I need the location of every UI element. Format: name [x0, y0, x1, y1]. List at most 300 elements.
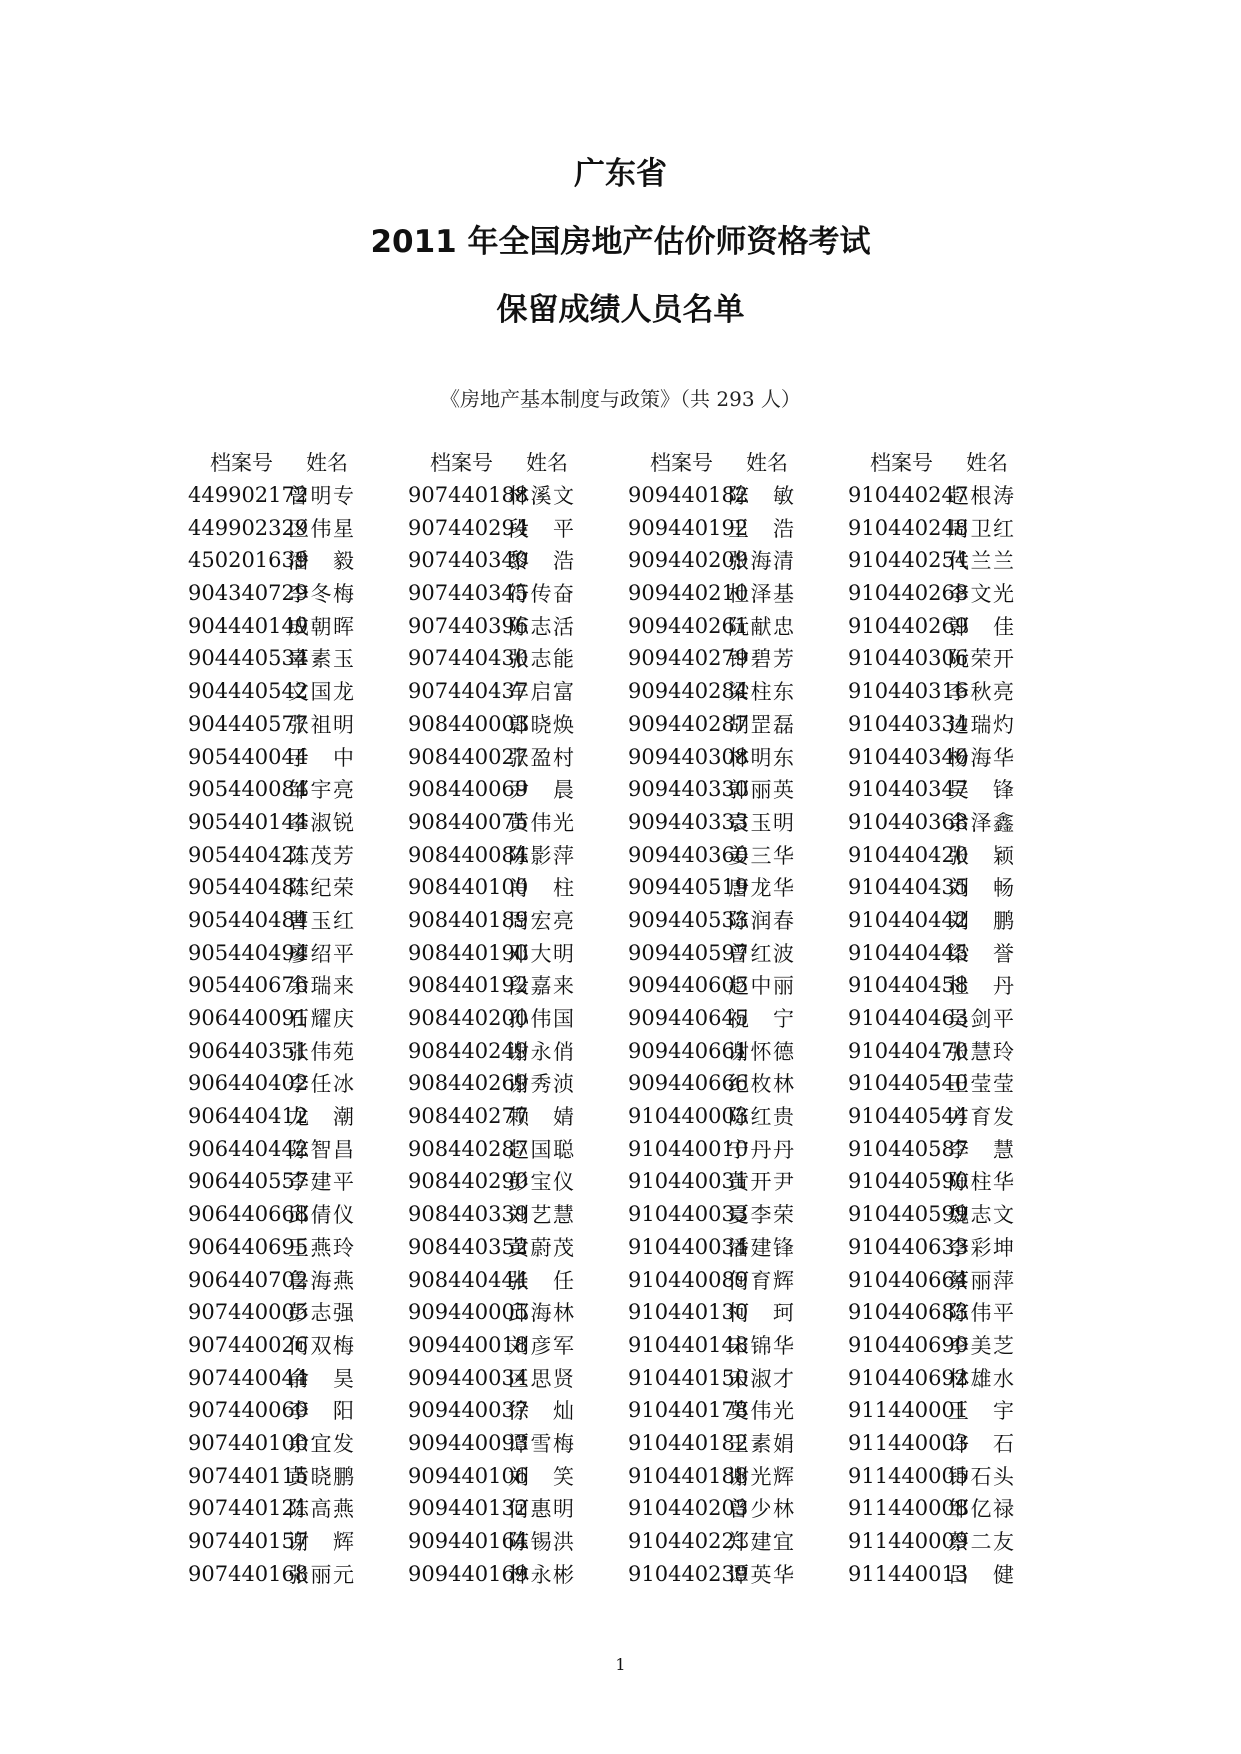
person-name-cell	[728, 1363, 798, 1393]
record-id: 909440106	[408, 1463, 529, 1488]
person-name-cell	[288, 513, 358, 543]
table-row	[188, 511, 1068, 544]
record-id: 905440484	[188, 907, 309, 932]
person-name-cell	[288, 1068, 358, 1098]
record-id: 909440132	[408, 1496, 529, 1521]
person-name: 姜三华	[728, 843, 794, 868]
person-name-cell	[508, 840, 578, 870]
table-row	[188, 936, 1068, 969]
person-name: 孙伟国	[508, 1007, 574, 1032]
person-name-cell	[508, 1559, 578, 1589]
person-name: 袁玉明	[728, 810, 794, 835]
person-name-cell	[728, 676, 798, 706]
person-name-cell	[728, 578, 798, 608]
record-id: 908440290	[408, 1169, 529, 1194]
person-name: 王素娟	[728, 1431, 794, 1456]
person-name: 李冬梅	[288, 582, 354, 607]
person-name-cell	[728, 1036, 798, 1066]
person-name-cell	[948, 1526, 1018, 1556]
person-name: 曹玉红	[288, 908, 354, 933]
record-id: 907440115	[188, 1463, 309, 1488]
person-name-cell	[728, 1232, 798, 1262]
person-name: 陈影萍	[508, 843, 574, 868]
record-id: 906440702	[188, 1267, 309, 1292]
person-name: 邱海林	[508, 1301, 574, 1326]
person-name: 唐龙华	[728, 876, 794, 901]
record-id: 907440026	[188, 1332, 309, 1357]
person-name-cell	[948, 774, 1018, 804]
person-name: 陈锡洪	[508, 1530, 574, 1555]
record-id: 909440018	[408, 1332, 529, 1357]
record-id: 907440005	[188, 1300, 309, 1325]
record-id: 911440001	[848, 1398, 969, 1423]
record-id: 904340729	[188, 581, 309, 606]
record-id: 910440690	[848, 1332, 969, 1357]
person-name-cell	[288, 872, 358, 902]
person-name-cell	[508, 742, 578, 772]
person-name-cell	[508, 480, 578, 510]
person-name-cell	[948, 872, 1018, 902]
record-id: 909440005	[408, 1300, 529, 1325]
record-id: 908440352	[408, 1234, 529, 1259]
person-name-cell	[288, 1559, 358, 1589]
table-row	[188, 1394, 1068, 1427]
person-name: 张伟苑	[288, 1039, 354, 1064]
table-row	[188, 1002, 1068, 1035]
table-row	[188, 1067, 1068, 1100]
person-name-cell	[728, 611, 798, 641]
person-name-cell	[948, 1166, 1018, 1196]
table-row	[188, 675, 1068, 708]
person-name: 郭晓焕	[508, 712, 574, 737]
record-id: 910440599	[848, 1202, 969, 1227]
record-id: 449902172	[188, 483, 309, 508]
record-id: 910440347	[848, 777, 969, 802]
record-id: 908440192	[408, 973, 529, 998]
record-id: 910440692	[848, 1365, 969, 1390]
person-name-cell	[948, 1265, 1018, 1295]
person-name-cell	[508, 1297, 578, 1327]
person-name-cell	[288, 709, 358, 739]
person-name-cell	[288, 905, 358, 935]
person-name: 王 宇	[948, 1399, 1014, 1424]
person-name-cell	[948, 1101, 1018, 1131]
record-id: 910440683	[848, 1300, 969, 1325]
person-name-cell	[728, 872, 798, 902]
record-id: 908440277	[408, 1104, 529, 1129]
person-name-cell	[508, 643, 578, 673]
person-name: 张 任	[508, 1268, 574, 1293]
record-id: 909440210	[628, 581, 749, 606]
person-name: 李任冰	[288, 1072, 354, 1097]
record-id: 910440269	[848, 613, 969, 638]
person-name-cell	[288, 611, 358, 641]
person-name-cell	[948, 1461, 1018, 1491]
record-id: 907440044	[188, 1365, 309, 1390]
person-name-cell	[948, 1036, 1018, 1066]
person-name: 魏志文	[948, 1203, 1014, 1228]
person-name-cell	[728, 938, 798, 968]
record-id: 908440100	[408, 875, 529, 900]
person-name: 杜 丹	[948, 974, 1014, 999]
person-name-cell	[508, 1265, 578, 1295]
record-id: 909440533	[628, 907, 749, 932]
person-name: 陈纪荣	[288, 876, 354, 901]
record-id: 908440075	[408, 809, 529, 834]
roster-table	[188, 446, 1068, 1590]
person-name: 余泽鑫	[948, 810, 1014, 835]
person-name-cell	[948, 970, 1018, 1000]
record-id: 910440544	[848, 1104, 969, 1129]
person-name-cell	[728, 709, 798, 739]
table-row	[188, 806, 1068, 839]
table-row	[188, 1263, 1068, 1296]
table-row	[188, 708, 1068, 741]
person-name-cell	[508, 1232, 578, 1262]
table-header	[188, 446, 1068, 479]
person-name: 赵根涛	[948, 484, 1014, 509]
record-id: 908440084	[408, 842, 529, 867]
person-name: 夏李荣	[728, 1203, 794, 1228]
person-name-cell	[508, 1199, 578, 1229]
record-id: 908440269	[408, 1071, 529, 1096]
person-name: 陈智昌	[288, 1137, 354, 1162]
person-name-cell	[728, 1526, 798, 1556]
person-name: 龙 潮	[288, 1105, 354, 1130]
person-name: 文国龙	[288, 680, 354, 705]
record-id: 910440089	[628, 1267, 749, 1292]
record-id: 911440009	[848, 1529, 969, 1554]
person-name-cell	[508, 905, 578, 935]
person-name: 何育辉	[728, 1268, 794, 1293]
person-name-cell	[948, 840, 1018, 870]
record-id: 911440005	[848, 1463, 969, 1488]
person-name-cell	[508, 1461, 578, 1491]
page-number: 1	[615, 1655, 626, 1674]
person-name: 邱倩仪	[288, 1203, 354, 1228]
table-row	[188, 1525, 1068, 1558]
person-name: 李 慧	[948, 1137, 1014, 1162]
person-name: 何惠明	[508, 1497, 574, 1522]
table-row	[188, 544, 1068, 577]
person-name-cell	[508, 676, 578, 706]
person-name: 黄晓鹏	[288, 1464, 354, 1489]
record-id: 910440010	[628, 1136, 749, 1161]
record-id: 907440294	[408, 515, 529, 540]
person-name-cell	[508, 774, 578, 804]
table-row	[188, 838, 1068, 871]
record-id: 910440463	[848, 1006, 969, 1031]
header-id: 档案号	[430, 451, 493, 476]
person-name-cell	[508, 1363, 578, 1393]
person-name: 赵中丽	[728, 974, 794, 999]
table-row	[188, 1557, 1068, 1590]
record-id: 910440221	[628, 1529, 749, 1554]
person-name: 谭英华	[728, 1562, 794, 1587]
record-id: 911440013	[848, 1561, 969, 1586]
person-name-cell	[728, 1068, 798, 1098]
person-name-cell	[288, 1003, 358, 1033]
person-name: 黄开尹	[728, 1170, 794, 1195]
table-row	[188, 1427, 1068, 1460]
person-name-cell	[728, 807, 798, 837]
person-name-cell	[288, 1493, 358, 1523]
record-id: 907440168	[188, 1561, 309, 1586]
person-name-cell	[948, 1297, 1018, 1327]
person-name-cell	[948, 1068, 1018, 1098]
record-id: 907440340	[408, 548, 529, 573]
person-name: 莫伟光	[728, 1399, 794, 1424]
person-name: 林明东	[728, 745, 794, 770]
person-name: 余宜发	[288, 1431, 354, 1456]
person-name-cell	[728, 1330, 798, 1360]
person-name-cell	[288, 480, 358, 510]
record-id: 908440444	[408, 1267, 529, 1292]
record-id: 906440695	[188, 1234, 309, 1259]
header-id: 档案号	[650, 451, 713, 476]
person-name: 陈柱华	[948, 1170, 1014, 1195]
person-name: 刘 笑	[508, 1464, 574, 1489]
person-name: 纪枚林	[728, 1072, 794, 1097]
person-name-cell	[728, 742, 798, 772]
person-name: 刘 畅	[948, 876, 1014, 901]
person-name: 潘 毅	[288, 549, 354, 574]
record-id: 910440031	[628, 1169, 749, 1194]
person-name-cell	[508, 1134, 578, 1164]
person-name-cell	[508, 1395, 578, 1425]
person-name-cell	[948, 643, 1018, 673]
person-name: 符传奋	[508, 582, 574, 607]
person-name-cell	[948, 905, 1018, 935]
person-name-cell	[288, 1199, 358, 1229]
record-id: 908440339	[408, 1202, 529, 1227]
person-name: 邹亿禄	[948, 1497, 1014, 1522]
record-id: 910440034	[628, 1234, 749, 1259]
person-name-cell	[948, 578, 1018, 608]
record-id: 909440287	[628, 711, 749, 736]
person-name-cell	[288, 742, 358, 772]
person-name: 吕 健	[948, 1562, 1014, 1587]
person-name: 李淑锐	[288, 810, 354, 835]
person-name: 彭宝仪	[508, 1170, 574, 1195]
person-name-cell	[288, 643, 358, 673]
person-name: 宋淑才	[728, 1366, 794, 1391]
record-id: 905440481	[188, 875, 309, 900]
person-name: 余瑞来	[288, 974, 354, 999]
record-id: 910440633	[848, 1234, 969, 1259]
record-id: 909440666	[628, 1071, 749, 1096]
record-id: 910440540	[848, 1071, 969, 1096]
record-id: 909440308	[628, 744, 749, 769]
record-id: 907440100	[188, 1430, 309, 1455]
person-name-cell	[728, 1003, 798, 1033]
record-id: 908440249	[408, 1038, 529, 1063]
record-id: 909440661	[628, 1038, 749, 1063]
person-name: 蔡丽萍	[948, 1268, 1014, 1293]
person-name-cell	[948, 545, 1018, 575]
table-row	[188, 577, 1068, 610]
person-name: 李建平	[288, 1170, 354, 1195]
record-id: 910440033	[628, 1202, 749, 1227]
record-id: 911440003	[848, 1430, 969, 1455]
person-name: 张慧玲	[948, 1039, 1014, 1064]
header-id: 档案号	[210, 451, 273, 476]
record-id: 910440442	[848, 907, 969, 932]
person-name: 曾少林	[728, 1497, 794, 1522]
table-row	[188, 1361, 1068, 1394]
person-name: 陈 敏	[728, 484, 794, 509]
person-name: 俞 昊	[288, 1366, 354, 1391]
record-id: 908440027	[408, 744, 529, 769]
person-name: 林溪文	[508, 484, 574, 509]
person-name: 李美芝	[948, 1333, 1014, 1358]
person-name-cell	[508, 807, 578, 837]
person-name-cell	[288, 1134, 358, 1164]
record-id: 909440034	[408, 1365, 529, 1390]
record-id: 905440421	[188, 842, 309, 867]
record-id: 907440188	[408, 483, 529, 508]
record-id: 906440412	[188, 1104, 309, 1129]
person-name: 宋锦华	[728, 1333, 794, 1358]
record-id: 910440003	[628, 1104, 749, 1129]
record-id: 909440209	[628, 548, 749, 573]
table-row	[188, 479, 1068, 512]
table-row	[188, 740, 1068, 773]
person-name-cell	[508, 1166, 578, 1196]
record-id: 907440437	[408, 679, 529, 704]
person-name: 段 平	[508, 516, 574, 541]
person-name-cell	[288, 774, 358, 804]
record-id: 910440130	[628, 1300, 749, 1325]
record-id: 907440430	[408, 646, 529, 671]
table-body	[188, 479, 1068, 1590]
person-name: 钟碧芳	[728, 647, 794, 672]
person-name-cell	[728, 643, 798, 673]
person-name: 廖绍平	[288, 941, 354, 966]
header-name: 姓名	[526, 451, 568, 476]
title-exam: 2011 年全国房地产估价师资格考试	[370, 224, 871, 260]
record-id: 906440351	[188, 1038, 309, 1063]
table-row	[188, 1198, 1068, 1231]
person-name: 何双梅	[288, 1333, 354, 1358]
table-row	[188, 1132, 1068, 1165]
record-id: 909440645	[628, 1006, 749, 1031]
record-id: 908440200	[408, 1006, 529, 1031]
record-id: 910440458	[848, 973, 969, 998]
record-id: 908440287	[408, 1136, 529, 1161]
title-province: 广东省	[574, 156, 667, 192]
person-name: 李秋亮	[948, 680, 1014, 705]
person-name-cell	[948, 676, 1018, 706]
person-name: 陈志活	[508, 614, 574, 639]
person-name-cell	[288, 1330, 358, 1360]
person-name: 张志能	[508, 647, 574, 672]
person-name-cell	[288, 807, 358, 837]
person-name: 刘艺慧	[508, 1203, 574, 1228]
table-row	[188, 1329, 1068, 1362]
person-name: 王 浩	[728, 516, 794, 541]
record-id: 910440316	[848, 679, 969, 704]
person-name: 黄蔚茂	[508, 1235, 574, 1260]
person-name-cell	[288, 1395, 358, 1425]
record-id: 904440542	[188, 679, 309, 704]
record-id: 910440203	[628, 1496, 749, 1521]
record-id: 909440182	[628, 483, 749, 508]
table-row	[188, 1296, 1068, 1329]
record-id: 907440157	[188, 1529, 309, 1554]
record-id: 905440144	[188, 809, 309, 834]
person-name: 李文光	[948, 582, 1014, 607]
person-name-cell	[948, 611, 1018, 641]
table-row	[188, 1231, 1068, 1264]
person-name-cell	[508, 709, 578, 739]
table-row	[188, 773, 1068, 806]
person-name: 柯 珂	[728, 1301, 794, 1326]
person-name-cell	[288, 1232, 358, 1262]
person-name-cell	[508, 938, 578, 968]
header-id: 档案号	[870, 451, 933, 476]
person-name: 林雄水	[948, 1366, 1014, 1391]
record-id: 909440037	[408, 1398, 529, 1423]
person-name: 方育发	[948, 1105, 1014, 1130]
record-id: 909440519	[628, 875, 749, 900]
person-name-cell	[288, 970, 358, 1000]
record-id: 909440330	[628, 777, 749, 802]
person-name-cell	[508, 513, 578, 543]
person-name: 周卫红	[948, 516, 1014, 541]
person-name: 宁丹丹	[728, 1137, 794, 1162]
person-name: 谢 辉	[288, 1530, 354, 1555]
person-name-cell	[288, 676, 358, 706]
table-row	[188, 1459, 1068, 1492]
record-id: 911440008	[848, 1496, 969, 1521]
person-name-cell	[728, 1559, 798, 1589]
record-id: 904440149	[188, 613, 309, 638]
person-name-cell	[728, 1199, 798, 1229]
record-id: 909440279	[628, 646, 749, 671]
person-name: 赵国聪	[508, 1137, 574, 1162]
record-id: 910440239	[628, 1561, 749, 1586]
record-id: 910440178	[628, 1398, 749, 1423]
person-name-cell	[948, 1330, 1018, 1360]
record-id: 910440268	[848, 581, 969, 606]
table-row	[188, 609, 1068, 642]
record-id: 910440306	[848, 646, 969, 671]
person-name-cell	[508, 1101, 578, 1131]
person-name: 杜泽基	[728, 582, 794, 607]
person-name-cell	[288, 1526, 358, 1556]
person-name-cell	[288, 840, 358, 870]
record-id: 910440150	[628, 1365, 749, 1390]
person-name-cell	[728, 1101, 798, 1131]
person-name-cell	[508, 1036, 578, 1066]
record-id: 910440188	[628, 1463, 749, 1488]
table-row	[188, 969, 1068, 1002]
person-name-cell	[948, 709, 1018, 739]
person-name-cell	[728, 1265, 798, 1295]
person-name: 刘彦军	[508, 1333, 574, 1358]
record-id: 905440044	[188, 744, 309, 769]
person-name: 梁 誉	[948, 941, 1014, 966]
person-name-cell	[508, 1526, 578, 1556]
record-id: 906440402	[188, 1071, 309, 1096]
table-row	[188, 1034, 1068, 1067]
person-name: 周宏亮	[508, 908, 574, 933]
table-row	[188, 1165, 1068, 1198]
person-name-cell	[508, 545, 578, 575]
header-name: 姓名	[746, 451, 788, 476]
table-row	[188, 1100, 1068, 1133]
